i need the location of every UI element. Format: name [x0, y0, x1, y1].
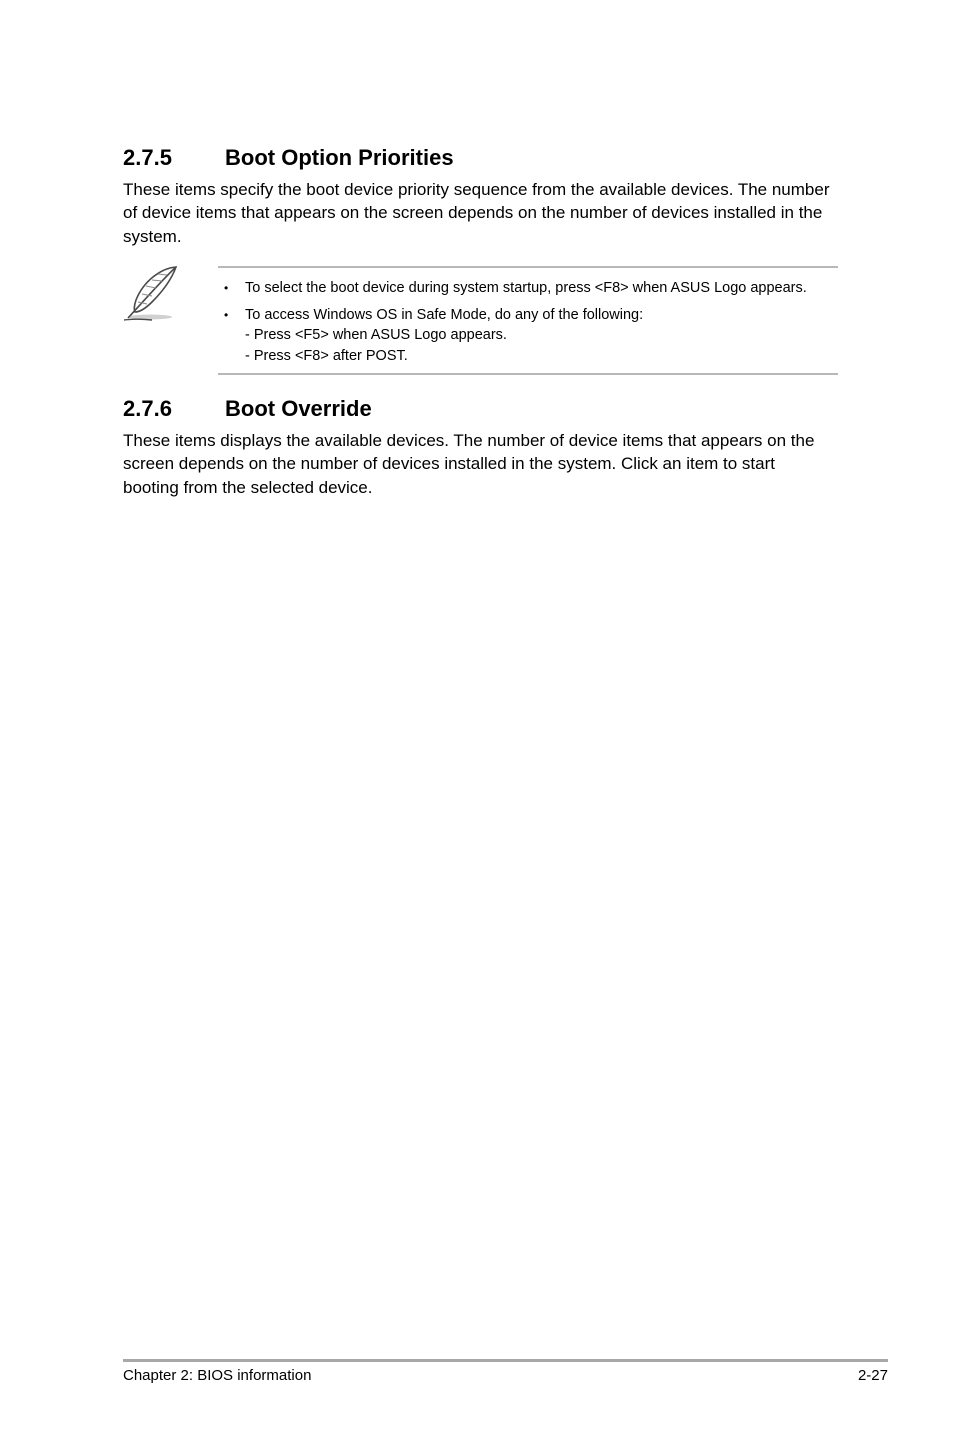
section-number: 2.7.6 [123, 396, 172, 421]
note-item-subline: - Press <F5> when ASUS Logo appears. [245, 327, 507, 343]
section-heading-boot-option-priorities [123, 145, 454, 171]
section-title: Boot Override [225, 396, 372, 421]
section-number: 2.7.5 [123, 145, 172, 170]
footer-chapter: Chapter 2: BIOS information [123, 1367, 312, 1384]
footer-rule [123, 1359, 888, 1362]
note-item-text: To select the boot device during system startup, press <F8> when ASUS Logo appears. [245, 280, 807, 296]
note-item [218, 278, 838, 299]
note-item-text: To access Windows OS in Safe Mode, do any of the following: [245, 306, 644, 323]
bullet: • [224, 281, 229, 295]
section-body-boot-override: These items displays the available devices. The number of device items that appears on the screen depends on the number of devices installed in the system. Click an item to start booting from the selected device. [123, 431, 815, 497]
footer-page-number: 2-27 [857, 1367, 888, 1384]
note-item-subline: - Press <F8> after POST. [245, 347, 408, 364]
bullet: • [224, 307, 229, 322]
note-list [218, 278, 838, 366]
section-title: Boot Option Priorities [225, 145, 454, 170]
note-item [218, 305, 838, 367]
feather-quill-icon [122, 264, 180, 324]
section-body-boot-option-priorities: These items specify the boot device priority sequence from the available devices. The number of device items that appears on the screen depends on the number of devices installed in the system. [123, 180, 830, 246]
note-box [218, 266, 838, 375]
section-heading-boot-override [123, 396, 372, 422]
